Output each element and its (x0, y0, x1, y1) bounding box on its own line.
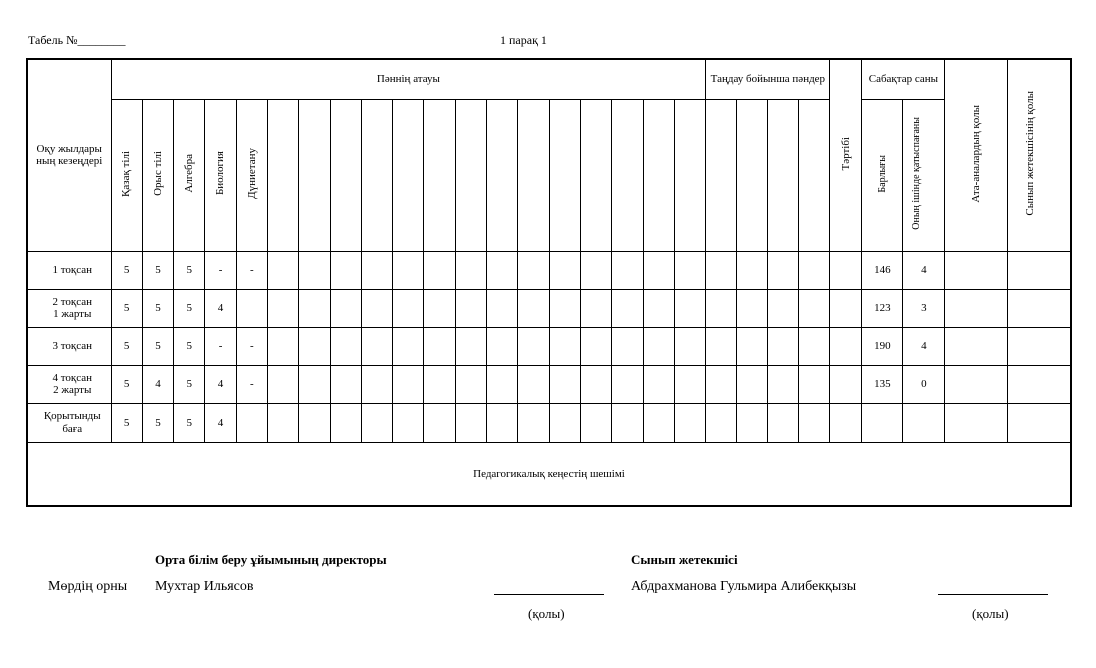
elective-grade-cell (737, 365, 768, 403)
subject-header (455, 99, 486, 251)
teacher-signature-cell (1008, 327, 1071, 365)
grade-cell (487, 289, 518, 327)
grade-cell (612, 251, 643, 289)
grade-cell: 5 (174, 403, 205, 442)
grade-cell: 5 (174, 251, 205, 289)
grade-cell (424, 403, 455, 442)
subject-header (393, 99, 424, 251)
parents-signature-cell (945, 327, 1008, 365)
grade-cell (455, 365, 486, 403)
grade-cell (361, 327, 392, 365)
grade-cell: - (205, 327, 236, 365)
teacher-signature-line (938, 594, 1048, 595)
grade-cell (299, 289, 330, 327)
elective-grade-cell (768, 365, 799, 403)
grade-cell (236, 289, 267, 327)
page-number-label: 1 парақ 1 (500, 33, 547, 47)
grade-cell (518, 327, 549, 365)
grade-cell (580, 327, 611, 365)
elective-subject-header (799, 99, 830, 251)
grade-cell (361, 403, 392, 442)
grade-cell (674, 403, 706, 442)
conduct-cell (830, 365, 862, 403)
lessons-total-header: Барлығы (862, 99, 903, 251)
period-header: Оқу жылдары ның кезеңдері (27, 59, 111, 251)
grade-cell: 5 (174, 289, 205, 327)
grade-cell (393, 327, 424, 365)
elective-grade-cell (706, 365, 737, 403)
grade-cell: 5 (174, 365, 205, 403)
subject-header (267, 99, 298, 251)
grade-cell (674, 365, 706, 403)
grade-cell (424, 327, 455, 365)
grade-cell (361, 365, 392, 403)
subject-header (424, 99, 455, 251)
parents-signature-cell (945, 365, 1008, 403)
grade-cell (487, 365, 518, 403)
conduct-cell (830, 251, 862, 289)
period-label: 3 тоқсан (27, 327, 111, 365)
lessons-total-cell: 123 (862, 289, 903, 327)
grade-cell: 5 (142, 327, 173, 365)
subject-header (612, 99, 643, 251)
parents-signature-cell (945, 251, 1008, 289)
grade-cell (299, 365, 330, 403)
elective-grade-cell (737, 403, 768, 442)
grade-cell (518, 403, 549, 442)
grade-cell (330, 289, 361, 327)
grade-cell (674, 327, 706, 365)
grade-cell (455, 289, 486, 327)
elective-grade-cell (737, 251, 768, 289)
table-row (27, 251, 1071, 289)
lessons-missed-cell: 0 (903, 365, 945, 403)
grade-cell (424, 365, 455, 403)
grade-cell (330, 327, 361, 365)
grade-cell: 5 (111, 289, 142, 327)
grade-cell (361, 289, 392, 327)
grade-cell (612, 365, 643, 403)
subject-header (330, 99, 361, 251)
grade-cell (393, 251, 424, 289)
lessons-missed-cell: 4 (903, 327, 945, 365)
grade-cell (236, 403, 267, 442)
grade-cell (518, 365, 549, 403)
grade-cell (643, 403, 674, 442)
parents-signature-cell (945, 289, 1008, 327)
lessons-total-cell (862, 403, 903, 442)
conduct-cell (830, 289, 862, 327)
teacher-signature-cell (1008, 289, 1071, 327)
grade-cell (267, 327, 298, 365)
elective-grade-cell (768, 251, 799, 289)
grade-cell: 5 (111, 251, 142, 289)
lessons-total-cell: 190 (862, 327, 903, 365)
grade-cell (393, 403, 424, 442)
elective-grade-cell (706, 289, 737, 327)
grade-cell: - (236, 327, 267, 365)
elective-grade-cell (706, 403, 737, 442)
elective-header: Таңдау бойынша пәндер (706, 59, 830, 99)
elective-grade-cell (799, 327, 830, 365)
elective-subject-header (768, 99, 799, 251)
conduct-cell (830, 403, 862, 442)
grade-cell: 5 (111, 403, 142, 442)
lessons-missed-cell: 3 (903, 289, 945, 327)
table-row (27, 327, 1071, 365)
director-signature-caption: (қолы) (528, 606, 565, 621)
grade-cell: 5 (174, 327, 205, 365)
grade-cell (424, 289, 455, 327)
teacher-signature-header: Сынып жетекшісінің қолы (1008, 59, 1071, 251)
teacher-signature-caption: (қолы) (972, 606, 1009, 621)
grade-cell (580, 251, 611, 289)
grade-cell (643, 365, 674, 403)
subject-header (580, 99, 611, 251)
conduct-header: Тәртібі (830, 59, 862, 251)
pedagogical-council-cell: Педагогикалық кеңестің шешімі (27, 442, 1071, 506)
parents-signature-header: Ата-аналардың қолы (945, 59, 1008, 251)
grade-cell (393, 289, 424, 327)
grade-cell (455, 403, 486, 442)
grade-cell (267, 365, 298, 403)
grade-cell: 5 (111, 327, 142, 365)
subject-header (299, 99, 330, 251)
elective-grade-cell (768, 289, 799, 327)
grade-cell (330, 403, 361, 442)
grade-cell: 4 (205, 365, 236, 403)
subject-header (549, 99, 580, 251)
elective-grade-cell (799, 403, 830, 442)
subject-header: Биология (205, 99, 236, 251)
elective-grade-cell (706, 327, 737, 365)
grade-cell (612, 289, 643, 327)
grade-cell (580, 289, 611, 327)
grade-cell (549, 251, 580, 289)
grade-cell (267, 403, 298, 442)
grade-cell: - (205, 251, 236, 289)
subject-header (518, 99, 549, 251)
seal-place-label: Мөрдің орны (48, 579, 128, 594)
lessons-total-cell: 146 (862, 251, 903, 289)
teacher-signature-cell (1008, 365, 1071, 403)
grade-cell (518, 251, 549, 289)
teacher-title: Сынып жетекшісі (631, 552, 738, 567)
period-label: Қорытынды баға (27, 403, 111, 442)
subject-header: Дүниетану (236, 99, 267, 251)
grade-cell: 5 (142, 251, 173, 289)
elective-grade-cell (799, 251, 830, 289)
director-signature-line (494, 594, 604, 595)
elective-subject-header (706, 99, 737, 251)
parents-signature-cell (945, 403, 1008, 442)
subject-header (361, 99, 392, 251)
table-row (27, 365, 1071, 403)
table-row (27, 289, 1071, 327)
grade-cell (643, 251, 674, 289)
grade-cell (299, 327, 330, 365)
lessons-header: Сабақтар саны (862, 59, 945, 99)
grade-cell (549, 365, 580, 403)
grade-cell: 4 (142, 365, 173, 403)
grade-cell (267, 289, 298, 327)
subject-header (487, 99, 518, 251)
grade-cell (330, 251, 361, 289)
elective-grade-cell (799, 289, 830, 327)
elective-grade-cell (799, 365, 830, 403)
grade-cell (487, 403, 518, 442)
grade-cell (580, 403, 611, 442)
grade-cell (549, 403, 580, 442)
elective-grade-cell (768, 403, 799, 442)
subjects-header: Пәннің атауы (111, 59, 706, 99)
subject-header: Алгебра (174, 99, 205, 251)
elective-grade-cell (737, 289, 768, 327)
grade-cell (455, 327, 486, 365)
grade-cell (487, 251, 518, 289)
grade-cell (674, 289, 706, 327)
teacher-signature-cell (1008, 251, 1071, 289)
elective-grade-cell (706, 251, 737, 289)
grade-cell: - (236, 251, 267, 289)
grade-cell (643, 327, 674, 365)
grade-cell (580, 365, 611, 403)
grade-cell (267, 251, 298, 289)
grade-cell (455, 251, 486, 289)
grade-cell: 5 (142, 403, 173, 442)
table-row (27, 403, 1071, 442)
grade-cell (643, 289, 674, 327)
elective-grade-cell (768, 327, 799, 365)
subject-header (674, 99, 706, 251)
grade-cell (299, 403, 330, 442)
director-name: Мухтар Ильясов (155, 579, 254, 594)
grade-cell: 4 (205, 403, 236, 442)
subject-header (643, 99, 674, 251)
grade-cell (612, 327, 643, 365)
subject-header: Орыс тілі (142, 99, 173, 251)
lessons-missed-cell (903, 403, 945, 442)
grade-cell: - (236, 365, 267, 403)
period-label: 4 тоқсан 2 жарты (27, 365, 111, 403)
subject-header: Қазақ тілі (111, 99, 142, 251)
lessons-missed-header: Оның ішінде қатыспағаны (903, 99, 945, 251)
teacher-signature-cell (1008, 403, 1071, 442)
elective-subject-header (737, 99, 768, 251)
conduct-cell (830, 327, 862, 365)
director-title: Орта білім беру ұйымының директоры (155, 552, 387, 567)
grade-cell (549, 289, 580, 327)
period-label: 1 тоқсан (27, 251, 111, 289)
tabel-number-label: Табель №________ (28, 33, 126, 47)
teacher-name: Абдрахманова Гульмира Алибекқызы (631, 579, 857, 594)
grade-cell (518, 289, 549, 327)
grade-cell: 5 (111, 365, 142, 403)
grade-cell (487, 327, 518, 365)
grade-cell (674, 251, 706, 289)
lessons-missed-cell: 4 (903, 251, 945, 289)
grade-cell (424, 251, 455, 289)
lessons-total-cell: 135 (862, 365, 903, 403)
grade-cell (330, 365, 361, 403)
grade-cell: 5 (142, 289, 173, 327)
grade-cell (361, 251, 392, 289)
grade-table (26, 58, 1072, 507)
grade-cell (299, 251, 330, 289)
grade-cell (393, 365, 424, 403)
grade-cell: 4 (205, 289, 236, 327)
grade-cell (612, 403, 643, 442)
elective-grade-cell (737, 327, 768, 365)
period-label: 2 тоқсан 1 жарты (27, 289, 111, 327)
grade-cell (549, 327, 580, 365)
